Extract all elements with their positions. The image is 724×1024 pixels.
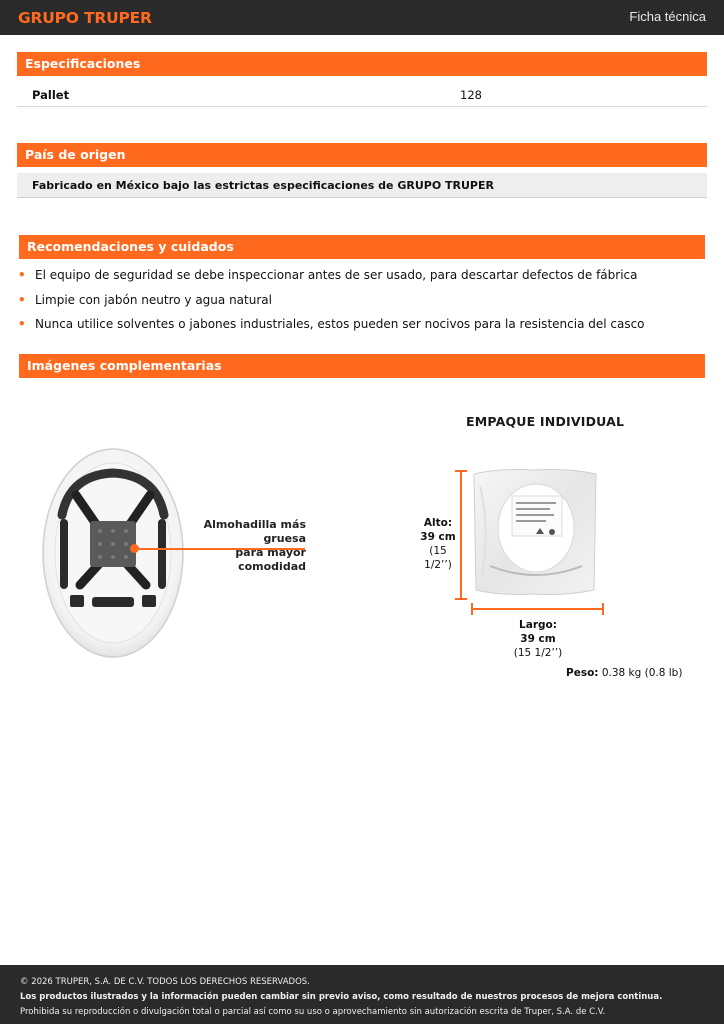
height-dimension-text: Alto: 39 cm (15 1/2’’) bbox=[420, 517, 456, 571]
footer-copyright: © 2026 TRUPER, S.A. DE C.V. TODOS LOS DERECHOS RESERVADOS. bbox=[20, 977, 310, 987]
brand-logo: GRUPO TRUPER bbox=[18, 9, 152, 27]
section-header-origin: País de origen bbox=[17, 143, 707, 167]
length-dimension-line bbox=[472, 608, 604, 610]
length-dimension-cap bbox=[602, 603, 604, 615]
bullet-icon: • bbox=[18, 268, 26, 282]
list-item: • Nunca utilice solventes o jabones industriales, estos pueden ser nocivos para la resistencia del casco bbox=[18, 317, 645, 331]
recommendations-list bbox=[18, 268, 708, 342]
section-header-specs: Especificaciones bbox=[17, 52, 707, 76]
origin-text: Fabricado en México bajo las estrictas especificaciones de GRUPO TRUPER bbox=[32, 179, 494, 192]
section-header-recommendations: Recomendaciones y cuidados bbox=[19, 235, 705, 259]
list-item: • Limpie con jabón neutro y agua natural bbox=[18, 292, 272, 307]
footer-notice: Los productos ilustrados y la información pueden cambiar sin previo aviso, como resultado de nuestros procesos de mejora continua. bbox=[20, 992, 663, 1002]
footer bbox=[0, 965, 724, 1024]
section-header-images: Imágenes complementarias bbox=[19, 354, 705, 378]
bullet-icon: • bbox=[18, 292, 26, 307]
weight-text: Peso: 0.38 kg (0.8 lb) bbox=[566, 667, 683, 679]
spec-name: Pallet bbox=[32, 88, 70, 102]
package-title: EMPAQUE INDIVIDUAL bbox=[466, 414, 625, 429]
list-item: • El equipo de seguridad se debe inspeccionar antes de ser usado, para descartar defectos de fábrica bbox=[18, 268, 638, 282]
package-image bbox=[470, 466, 600, 598]
spec-value: 128 bbox=[460, 88, 482, 102]
top-bar bbox=[0, 0, 724, 35]
length-dimension-text: Largo: 39 cm (15 1/2’’) bbox=[513, 619, 563, 659]
helmet-callout: Almohadilla más gruesa para mayor comodidad bbox=[203, 518, 306, 573]
spec-row bbox=[17, 82, 707, 107]
bullet-icon: • bbox=[18, 317, 26, 331]
height-dimension-cap bbox=[455, 598, 467, 600]
sheet-label: Ficha técnica bbox=[629, 9, 706, 24]
origin-row bbox=[17, 173, 707, 198]
footer-prohibition: Prohibida su reproducción o divulgación total o parcial así como su uso o aprovechamiento sin autorización escrita de Truper, S.A. de C.V. bbox=[20, 1007, 606, 1017]
